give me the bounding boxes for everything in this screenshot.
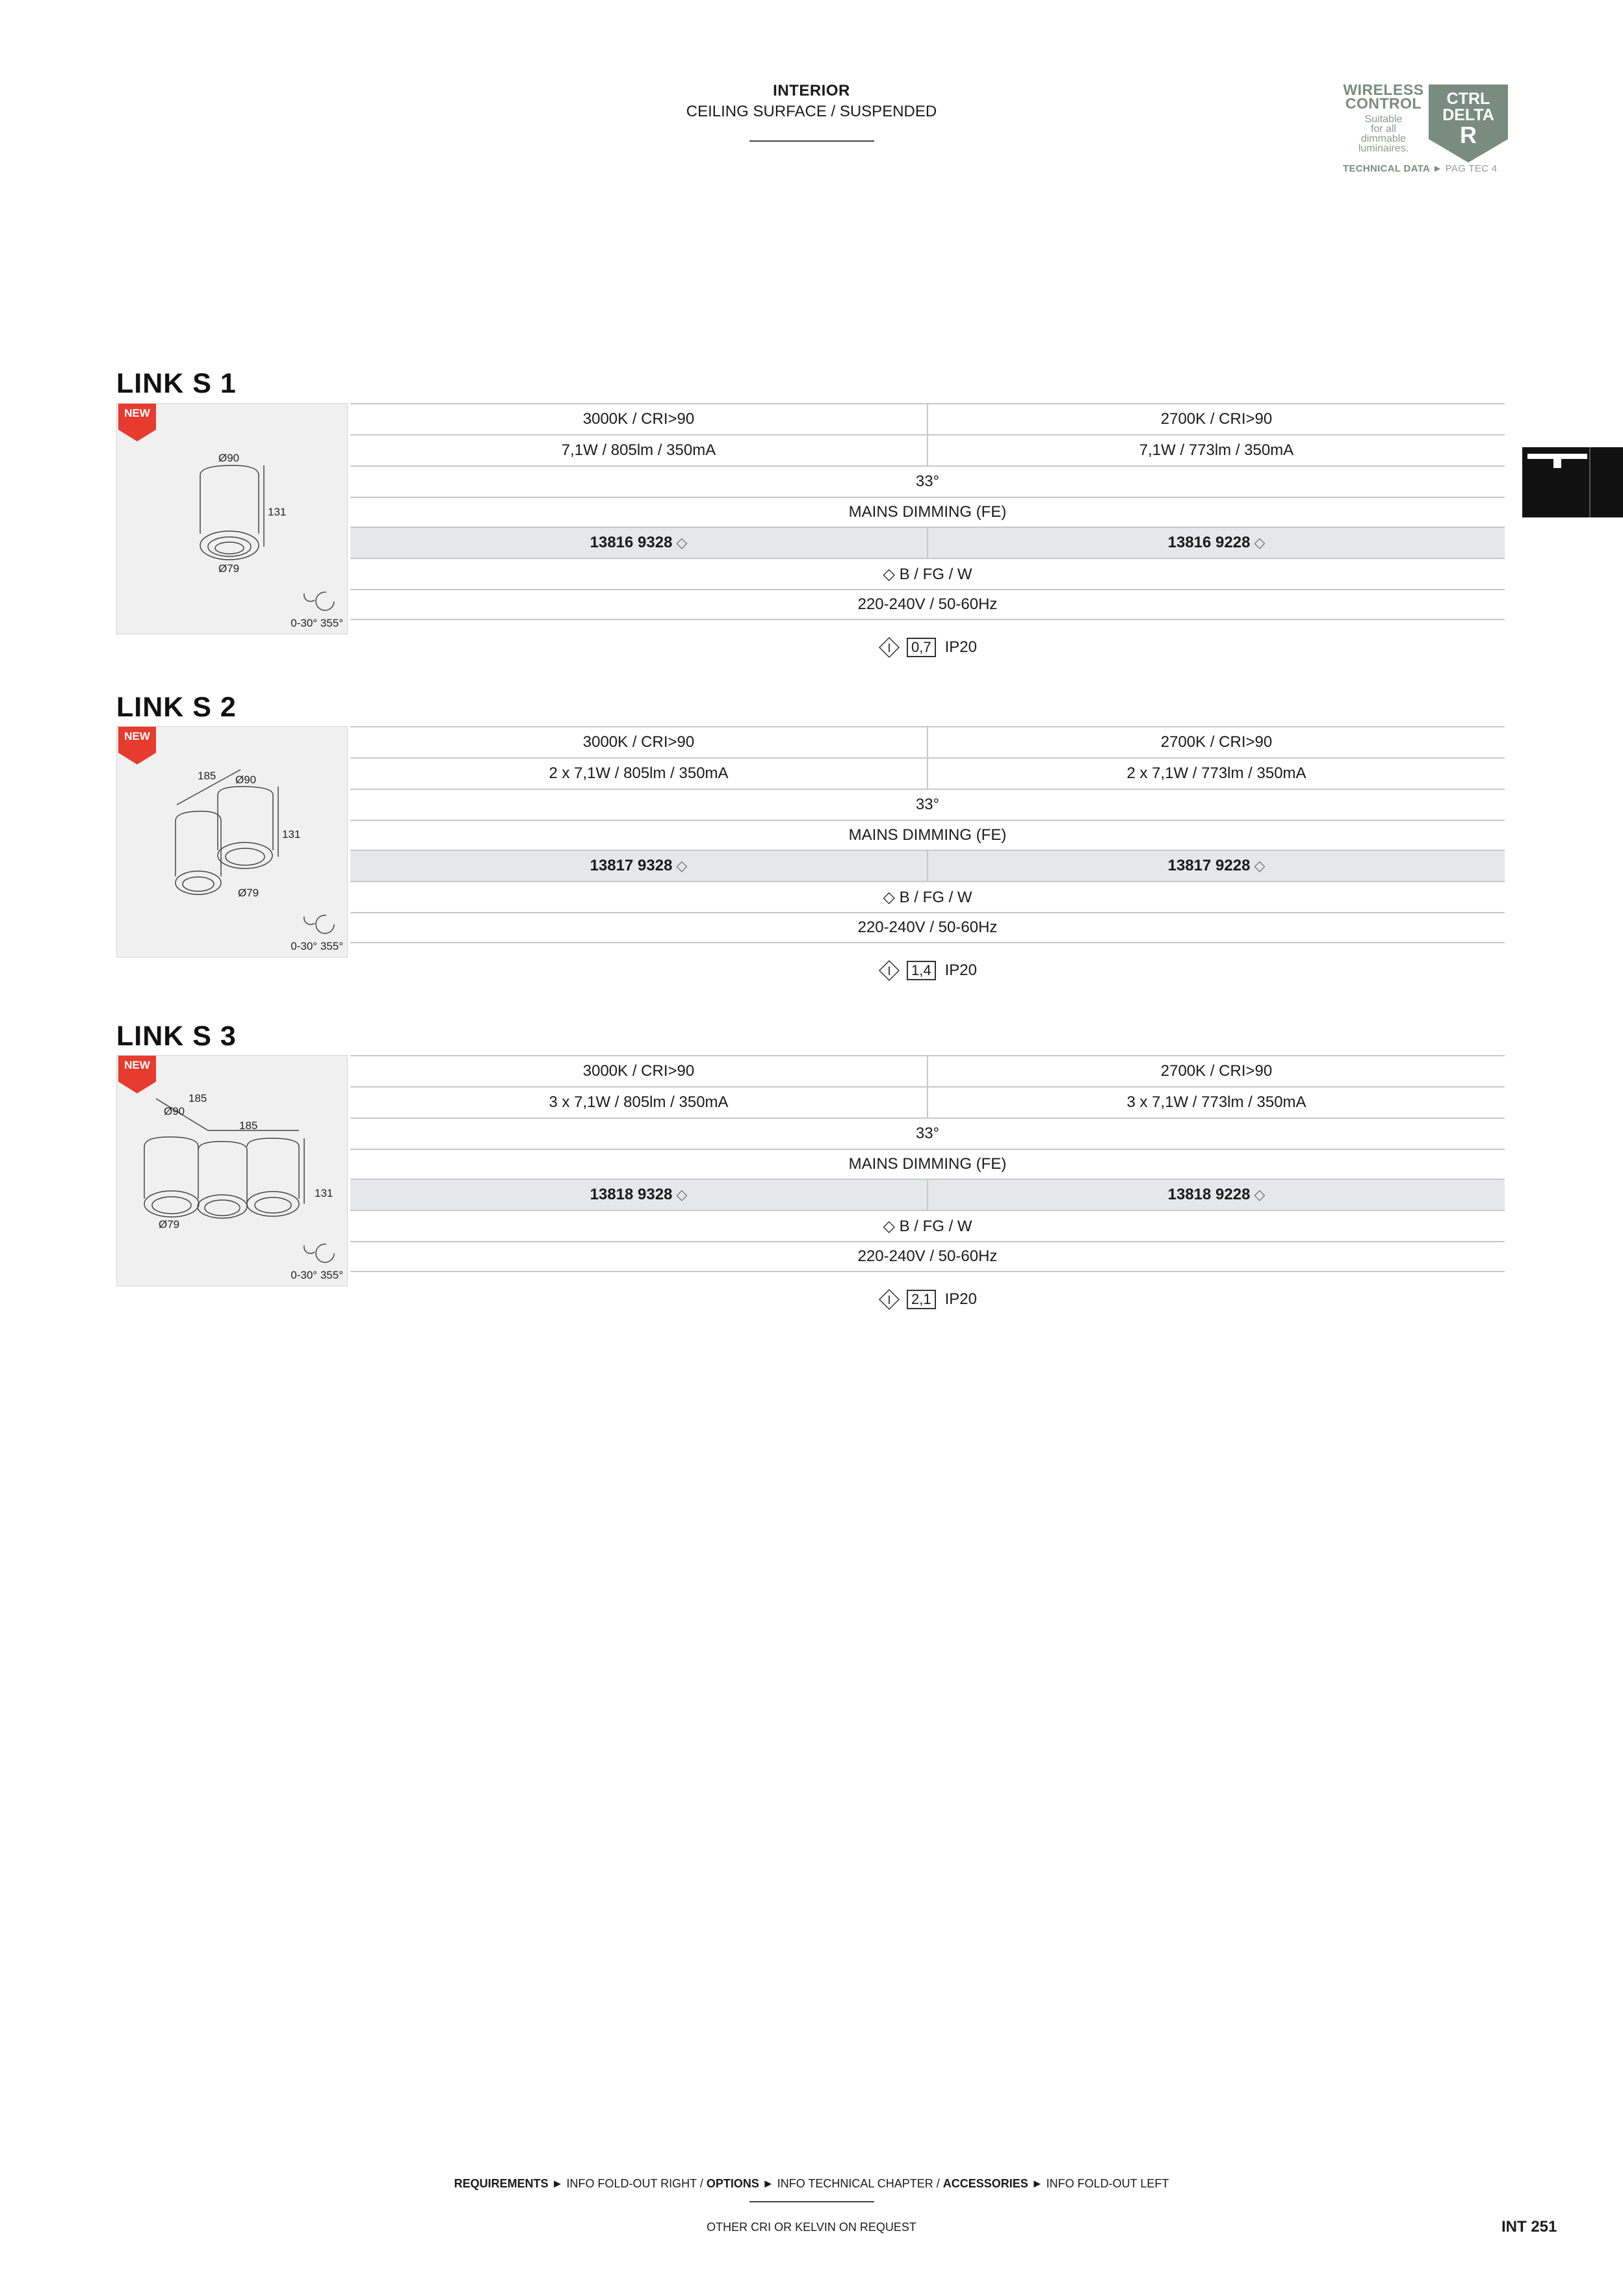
header-subtitle: CEILING SURFACE / SUSPENDED [686, 103, 937, 120]
code-b-cell [928, 528, 1505, 558]
code-b-cell [928, 1180, 1505, 1210]
page-footer [0, 2177, 1623, 2202]
code-a: 13817 9328 [590, 857, 673, 874]
diamond-icon: ◇ [676, 857, 688, 874]
code-b-cell [928, 851, 1505, 881]
arrow-icon: ► [551, 2177, 564, 2190]
product-title: LINK S 2 [116, 692, 237, 723]
power-b: 3 x 7,1W / 773lm / 350mA [1126, 1093, 1306, 1111]
dim-top-diameter: Ø90 [164, 1105, 185, 1117]
dimming: MAINS DIMMING (FE) [848, 826, 1007, 844]
dim-top-diameter: Ø90 [218, 452, 240, 464]
diamond-icon: ◇ [1254, 534, 1266, 551]
beam-row [350, 465, 1505, 497]
finishes: ◇ B / FG / W [883, 1217, 972, 1235]
voltage-row [350, 912, 1505, 943]
code-b: 13818 9228 [1167, 1186, 1251, 1203]
luminaire-drawing [117, 1056, 347, 1286]
power-a: 3 x 7,1W / 805lm / 350mA [350, 1088, 928, 1117]
power-row [350, 434, 1505, 465]
power-b: 7,1W / 773lm / 350mA [1139, 441, 1294, 459]
dimming-row [350, 820, 1505, 850]
cct-b: 2700K / CRI>90 [1160, 410, 1273, 428]
wireless-note-1: Suitable [1364, 114, 1403, 125]
voltage: 220-240V / 50-60Hz [857, 595, 998, 613]
dim-bottom-diameter: Ø79 [159, 1218, 180, 1231]
rotation-spec: 0-30° 355° [291, 617, 343, 629]
diamond-icon: ◇ [676, 534, 688, 551]
code-row [350, 1179, 1505, 1210]
code-b: 13817 9228 [1167, 857, 1251, 874]
dimming-row [350, 497, 1505, 527]
ctrl-delta-shield-icon [1429, 85, 1508, 163]
dimming: MAINS DIMMING (FE) [848, 503, 1007, 521]
ip-rating: IP20 [944, 961, 977, 979]
shield-line-3: R [1460, 122, 1477, 148]
weight-box: 2,1 [907, 1290, 936, 1309]
dim-width: 185 [198, 770, 216, 782]
finish-row [350, 558, 1505, 589]
diamond-icon: ◇ [676, 1186, 688, 1203]
chapter-side-tab [1522, 447, 1623, 517]
beam-row [350, 789, 1505, 820]
track-light-icon [1522, 447, 1623, 517]
page-number: INT 251 [1501, 2218, 1557, 2236]
cct-a: 3000K / CRI>90 [350, 727, 928, 757]
luminaire-drawing [117, 727, 347, 957]
beam-row [350, 1117, 1505, 1149]
footer-divider [749, 2201, 874, 2202]
tech-page: PAG TEC 4 [1445, 163, 1498, 174]
dimming-row [350, 1149, 1505, 1179]
arrow-icon: ► [1031, 2177, 1043, 2190]
spec-table [350, 726, 1505, 986]
weight-box: 1,4 [907, 961, 936, 980]
wireless-title-2: CONTROL [1345, 95, 1422, 112]
power-a: 2 x 7,1W / 805lm / 350mA [350, 759, 928, 789]
diamond-icon: ◇ [1254, 857, 1266, 874]
footer-accessories-text: INFO FOLD-OUT LEFT [1046, 2177, 1169, 2190]
tech-data-label: TECHNICAL DATA [1343, 163, 1430, 174]
svg-text:I: I [887, 965, 891, 978]
svg-text:I: I [887, 1294, 891, 1307]
beam-angle: 33° [915, 473, 940, 490]
code-a-cell [350, 851, 928, 881]
dim-bottom-diameter: Ø79 [218, 562, 240, 575]
wireless-note-4: luminaires. [1358, 143, 1409, 154]
footer-requirements-text: INFO FOLD-OUT RIGHT / [566, 2177, 703, 2190]
shield-line-1: CTRL [1446, 90, 1490, 108]
spec-table [350, 1055, 1505, 1315]
cct-row [350, 403, 1505, 434]
cct-b: 2700K / CRI>90 [1160, 1062, 1273, 1080]
power-row [350, 1086, 1505, 1117]
diamond-icon: ◇ [1254, 1186, 1266, 1203]
class-i-icon [878, 959, 900, 982]
cct-row [350, 726, 1505, 757]
finishes: ◇ B / FG / W [883, 888, 972, 906]
new-label: NEW [124, 407, 150, 419]
power-a: 7,1W / 805lm / 350mA [350, 436, 928, 465]
dim-top-diameter: Ø90 [235, 774, 257, 786]
luminaire-drawing [117, 404, 347, 634]
finish-row [350, 1210, 1505, 1241]
dim-bottom-diameter: Ø79 [238, 887, 259, 899]
wireless-note-2: for all [1370, 124, 1397, 135]
code-row [350, 850, 1505, 881]
power-row [350, 757, 1505, 789]
footer-options-text: INFO TECHNICAL CHAPTER / [777, 2177, 940, 2190]
new-label: NEW [124, 730, 150, 742]
wireless-title-1: WIRELESS [1343, 81, 1424, 98]
code-a-cell [350, 1180, 928, 1210]
footer-note: OTHER CRI OR KELVIN ON REQUEST [707, 2221, 916, 2234]
voltage: 220-240V / 50-60Hz [857, 919, 998, 936]
new-label: NEW [124, 1059, 150, 1071]
footer-accessories-label: ACCESSORIES [942, 2177, 1028, 2190]
finishes: ◇ B / FG / W [883, 565, 972, 583]
product-image [116, 1055, 348, 1286]
code-b: 13816 9228 [1167, 534, 1251, 551]
dim-height: 131 [315, 1187, 333, 1199]
product-title: LINK S 1 [116, 368, 237, 399]
product-title: LINK S 3 [116, 1021, 237, 1052]
cct-row [350, 1055, 1505, 1086]
product-image [116, 726, 348, 958]
class-row [350, 958, 1505, 984]
ip-rating: IP20 [944, 1290, 977, 1308]
wireless-note-3: dimmable [1360, 133, 1407, 144]
dim-height: 131 [268, 506, 287, 518]
code-row [350, 527, 1505, 558]
footer-requirements-label: REQUIREMENTS [454, 2177, 549, 2190]
voltage-row [350, 1241, 1505, 1272]
weight-box: 0,7 [907, 638, 936, 657]
dimming: MAINS DIMMING (FE) [848, 1155, 1007, 1173]
code-a: 13816 9328 [590, 534, 673, 551]
voltage-row [350, 589, 1505, 620]
footer-links [0, 2177, 1623, 2191]
arrow-icon: ► [762, 2177, 774, 2190]
cct-a: 3000K / CRI>90 [350, 1056, 928, 1086]
footer-options-label: OPTIONS [706, 2177, 759, 2190]
rotation-spec: 0-30° 355° [291, 940, 343, 952]
beam-angle: 33° [915, 796, 940, 813]
voltage: 220-240V / 50-60Hz [857, 1247, 998, 1265]
class-row [350, 1286, 1505, 1312]
dim-height: 131 [282, 828, 301, 841]
spec-table [350, 403, 1505, 663]
shield-line-2: DELTA [1442, 106, 1494, 124]
product-image [116, 403, 348, 634]
header-title: INTERIOR [773, 82, 850, 99]
svg-text:I: I [887, 642, 891, 655]
cct-a: 3000K / CRI>90 [350, 404, 928, 434]
technical-data-link[interactable] [1343, 163, 1497, 174]
code-a-cell [350, 528, 928, 558]
wireless-control-badge [1343, 83, 1424, 153]
beam-angle: 33° [915, 1125, 940, 1142]
dim-width-2: 185 [239, 1119, 258, 1132]
tech-arrow-icon: ► [1433, 163, 1443, 174]
header-divider [749, 140, 874, 142]
class-row [350, 634, 1505, 660]
class-i-icon [878, 636, 900, 659]
class-i-icon [878, 1288, 900, 1311]
ip-rating: IP20 [944, 638, 977, 656]
dim-width-1: 185 [188, 1092, 207, 1104]
rotation-spec: 0-30° 355° [291, 1269, 343, 1281]
code-a: 13818 9328 [590, 1186, 673, 1203]
finish-row [350, 881, 1505, 912]
cct-b: 2700K / CRI>90 [1160, 733, 1273, 751]
power-b: 2 x 7,1W / 773lm / 350mA [1126, 764, 1306, 782]
